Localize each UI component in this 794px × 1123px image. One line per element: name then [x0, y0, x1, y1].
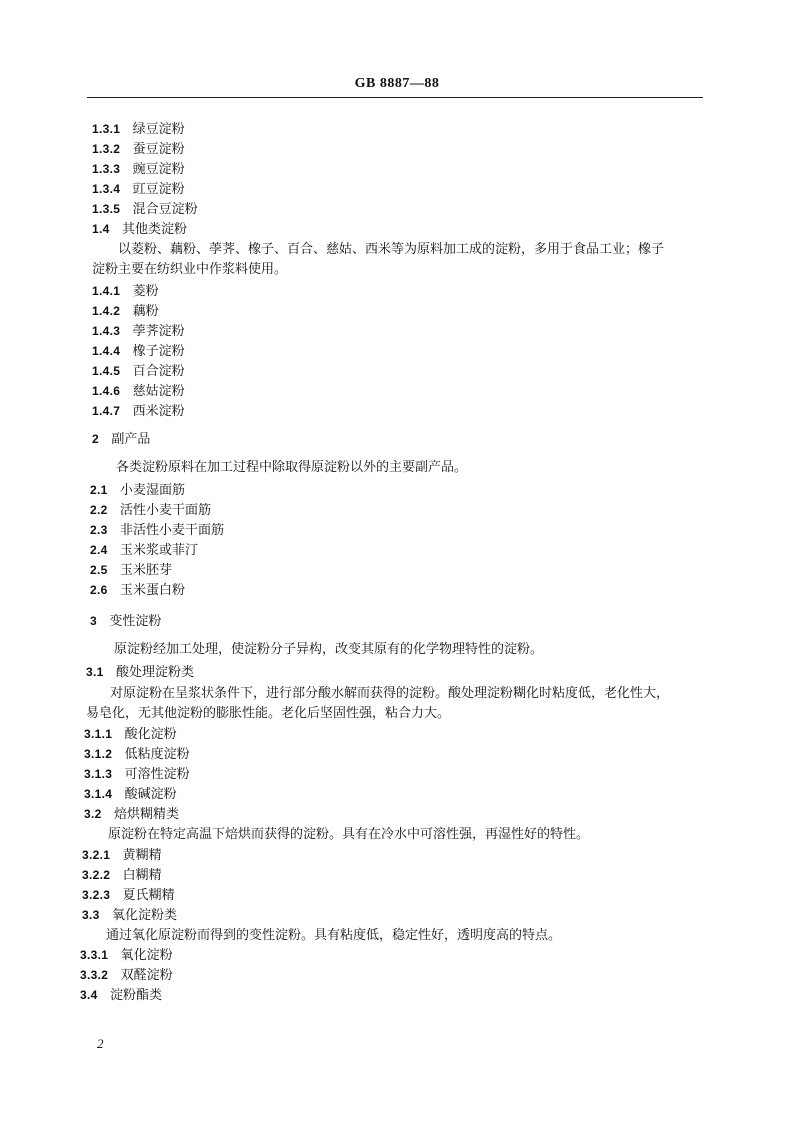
clause-text: 慈姑淀粉 [132, 384, 185, 399]
clause-text: 淀粉酯类 [110, 988, 163, 1003]
clause-number: 1.3.5 [92, 202, 121, 216]
clause-number: 1.4.1 [92, 284, 121, 298]
clause-3-4 [80, 986, 162, 1005]
clause-number: 1.3.3 [92, 162, 121, 176]
clause-text: 酸碱淀粉 [124, 787, 177, 802]
section-title: 变性淀粉 [109, 614, 162, 629]
clause-1-4-2 [92, 302, 159, 321]
clause-1-3-4 [92, 180, 185, 199]
clause-number: 3.2.3 [82, 888, 111, 902]
clause-2-3 [90, 521, 224, 540]
clause-text: 焙烘糊精类 [114, 807, 180, 822]
clause-number: 3.1.1 [84, 727, 113, 741]
clause-text: 氧化淀粉 [120, 948, 173, 963]
clause-text: 氧化淀粉类 [112, 908, 178, 923]
section-title: 副产品 [111, 432, 151, 447]
clause-number: 1.4.2 [92, 304, 121, 318]
clause-text: 酸化淀粉 [124, 727, 177, 742]
clause-text: 小麦湿面筋 [120, 483, 186, 498]
clause-1-4-1 [92, 282, 159, 301]
clause-3-3-1 [80, 946, 173, 965]
clause-text: 百合淀粉 [132, 364, 185, 379]
clause-number: 1.3.2 [92, 142, 121, 156]
clause-2-2 [90, 501, 211, 520]
clause-3-1-3 [84, 765, 190, 784]
clause-number: 2.4 [90, 543, 108, 557]
clause-number: 1.4.7 [92, 404, 121, 418]
clause-text: 其他类淀粉 [122, 222, 188, 237]
clause-number: 1.4.5 [92, 364, 121, 378]
clause-2-1 [90, 481, 185, 500]
paragraph-line: 淀粉主要在纺织业中作浆料使用。 [92, 262, 288, 277]
clause-1-4-6 [92, 382, 185, 401]
clause-text: 夏氏糊精 [122, 888, 175, 903]
clause-text: 黄糊精 [122, 848, 162, 863]
clause-number: 1.3.1 [92, 122, 121, 136]
clause-number: 3.2 [84, 807, 102, 821]
clause-1-3-5 [92, 200, 198, 219]
clause-number: 3.3.1 [80, 948, 109, 962]
clause-3-2-3 [82, 886, 175, 905]
clause-number: 1.4.3 [92, 324, 121, 338]
clause-3-1-1 [84, 725, 177, 744]
clause-number: 3.4 [80, 988, 98, 1002]
clause-number: 2.1 [90, 483, 108, 497]
clause-number: 3.1.4 [84, 787, 113, 801]
clause-number: 3.2.1 [82, 848, 111, 862]
clause-text: 双醛淀粉 [120, 968, 173, 983]
paragraph-line: 各类淀粉原料在加工过程中除取得原淀粉以外的主要副产品。 [116, 460, 468, 475]
clause-1-4 [92, 220, 187, 239]
paragraph-line: 对原淀粉在呈浆状条件下，进行部分酸水解而获得的淀粉。酸处理淀粉糊化时粘度低，老化性大， [110, 686, 670, 701]
clause-text: 绿豆淀粉 [132, 122, 185, 137]
clause-number: 3.1.2 [84, 747, 113, 761]
clause-text: 玉米胚芽 [120, 563, 173, 578]
clause-3-1-4 [84, 785, 177, 804]
clause-1-4-3 [92, 322, 185, 341]
clause-text: 混合豆淀粉 [132, 202, 198, 217]
clause-1-4-5 [92, 362, 185, 381]
clause-2-6 [90, 581, 185, 600]
section-number: 2 [92, 432, 99, 446]
clause-number: 2.3 [90, 523, 108, 537]
clause-number: 3.1 [86, 665, 104, 679]
clause-text: 可溶性淀粉 [124, 767, 190, 782]
clause-number: 2.2 [90, 503, 108, 517]
clause-number: 1.4.6 [92, 384, 121, 398]
paragraph-line: 原淀粉在特定高温下焙烘而获得的淀粉。具有在冷水中可溶性强，再湿性好的特性。 [108, 827, 590, 842]
clause-text: 蚕豆淀粉 [132, 142, 185, 157]
clause-1-4-4 [92, 342, 185, 361]
clause-text: 荸荠淀粉 [132, 324, 185, 339]
clause-number: 2.6 [90, 583, 108, 597]
paragraph-line: 以菱粉、藕粉、荸荠、橡子、百合、慈姑、西米等为原料加工成的淀粉，多用于食品工业；橡子 [118, 242, 665, 257]
clause-number: 3.3 [82, 908, 100, 922]
clause-3-1-2 [84, 745, 190, 764]
clause-number: 1.4.4 [92, 344, 121, 358]
clause-text: 低粘度淀粉 [124, 747, 190, 762]
clause-text: 菱粉 [132, 284, 159, 299]
section-number: 3 [90, 614, 97, 628]
clause-2-5 [90, 561, 172, 580]
clause-1-3-2 [92, 140, 185, 159]
clause-1-3-3 [92, 160, 185, 179]
clause-text: 玉米浆或菲汀 [120, 543, 199, 558]
clause-text: 藕粉 [132, 304, 159, 319]
clause-text: 白糊精 [122, 868, 162, 883]
clause-1-4-7 [92, 402, 185, 421]
clause-3-2-2 [82, 866, 162, 885]
clause-text: 非活性小麦干面筋 [120, 523, 225, 538]
clause-number: 3.2.2 [82, 868, 111, 882]
section-3 [90, 612, 161, 631]
clause-2-4 [90, 541, 198, 560]
clause-3-3-2 [80, 966, 173, 985]
clause-text: 橡子淀粉 [132, 344, 185, 359]
clause-1-3-1 [92, 120, 185, 139]
clause-number: 2.5 [90, 563, 108, 577]
clause-text: 西米淀粉 [132, 404, 185, 419]
clause-number: 1.4 [92, 222, 110, 236]
header-rule [87, 97, 703, 98]
clause-text: 豌豆淀粉 [132, 162, 185, 177]
paragraph-line: 原淀粉经加工处理，使淀粉分子异构，改变其原有的化学物理特性的淀粉。 [114, 642, 544, 657]
clause-text: 玉米蛋白粉 [120, 583, 186, 598]
clause-3-2-1 [82, 846, 162, 865]
clause-3-2 [84, 805, 179, 824]
document-header: GB 8887—88 [354, 76, 440, 91]
page-number: 2 [97, 1036, 104, 1051]
clause-number: 3.3.2 [80, 968, 109, 982]
clause-3-3 [82, 906, 177, 925]
clause-3-1 [86, 663, 194, 682]
clause-text: 豇豆淀粉 [132, 182, 185, 197]
paragraph-line: 通过氧化原淀粉而得到的变性淀粉。具有粘度低，稳定性好，透明度高的特点。 [106, 928, 562, 943]
clause-number: 1.3.4 [92, 182, 121, 196]
clause-text: 活性小麦干面筋 [120, 503, 212, 518]
clause-number: 3.1.3 [84, 767, 113, 781]
clause-text: 酸处理淀粉类 [116, 665, 195, 680]
paragraph-line: 易皂化，无其他淀粉的膨胀性能。老化后坚固性强，粘合力大。 [86, 706, 451, 721]
section-2 [92, 430, 150, 449]
